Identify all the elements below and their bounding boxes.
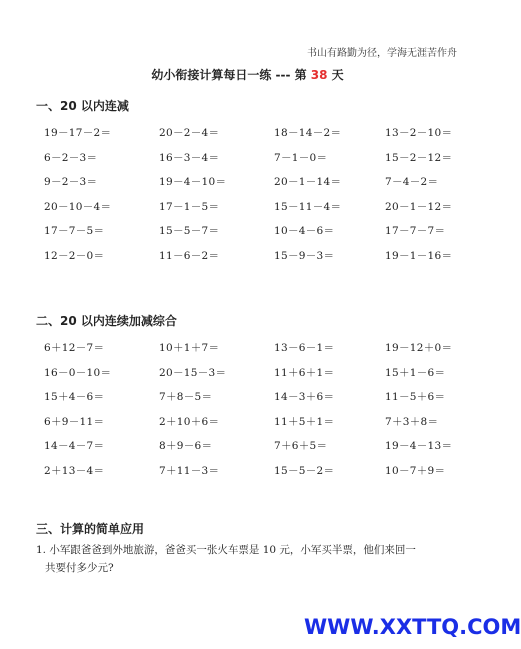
- title-prefix: 幼小衔接计算每日一练 --- 第: [151, 68, 311, 82]
- watermark-text: WWW.XXTTQ.COM: [304, 615, 521, 639]
- title-suffix: 天: [327, 68, 344, 82]
- problem-cell: 20－2－4＝: [159, 127, 220, 139]
- problem-cell: 19－12＋0＝: [385, 342, 453, 354]
- problem-cell: 17－7－7＝: [385, 225, 446, 238]
- problem-cell: 19－17－2＝: [44, 127, 112, 139]
- problem-cell: 16－3－4＝: [159, 151, 220, 164]
- problem-cell: 7－4－2＝: [385, 176, 439, 189]
- section-heading-mixed: 二、20 以内连续加减综合: [36, 314, 177, 328]
- problem-cell: 19－4－13＝: [385, 440, 453, 453]
- problem-cell: 19－1－16＝: [385, 249, 453, 262]
- problem-cell: 15－11－4＝: [274, 200, 342, 213]
- problem-cell: 18－14－2＝: [274, 127, 342, 139]
- section-heading-application: 三、计算的简单应用: [36, 522, 145, 536]
- problem-cell: 7＋6＋5＝: [274, 440, 328, 453]
- problem-cell: 15－5－2＝: [274, 464, 335, 477]
- problem-cell: 15－9－3＝: [274, 249, 335, 262]
- page-title: [0, 66, 495, 83]
- problem-cell: 14－4－7＝: [44, 440, 105, 453]
- title-day-number: 38: [310, 68, 328, 82]
- problem-cell: 15＋4－6＝: [44, 391, 105, 404]
- problem-cell: 10＋1＋7＝: [159, 342, 220, 354]
- problem-cell: 2＋10＋6＝: [159, 415, 220, 428]
- problem-cell: 12－2－0＝: [44, 249, 105, 262]
- problem-cell: 20－10－4＝: [44, 200, 112, 213]
- problem-cell: 20－1－12＝: [385, 200, 453, 213]
- problem-cell: 10－4－6＝: [274, 225, 335, 238]
- problem-cell: 7＋8－5＝: [159, 391, 213, 404]
- problem-cell: 6＋12－7＝: [44, 342, 105, 354]
- problem-cell: 17－7－5＝: [44, 225, 105, 238]
- problem-cell: 16－0－10＝: [44, 366, 112, 379]
- problem-cell: 8＋9－6＝: [159, 440, 213, 453]
- problem-cell: 10－7＋9＝: [385, 464, 446, 477]
- problem-cell: 6＋9－11＝: [44, 415, 105, 428]
- problem-cell: 9－2－3＝: [44, 176, 98, 189]
- problem-cell: 20－15－3＝: [159, 366, 227, 379]
- problem-cell: 2＋13－4＝: [44, 464, 105, 477]
- problem-cell: 7－1－0＝: [274, 151, 328, 164]
- problem-cell: 15－2－12＝: [385, 151, 453, 164]
- word-problem: [36, 541, 476, 577]
- section-heading-subtraction: 一、20 以内连减: [36, 99, 129, 113]
- problem-cell: 17－1－5＝: [159, 200, 220, 213]
- problem-cell: 13－2－10＝: [385, 127, 453, 139]
- problem-cell: 13－6－1＝: [274, 342, 335, 354]
- word-problem-line: 1. 小军跟爸爸到外地旅游，爸爸买一张火车票是 10 元，小军买半票，他们来回一: [36, 544, 416, 556]
- problem-cell: 11－6－2＝: [159, 249, 220, 262]
- problem-cell: 7＋3＋8＝: [385, 415, 439, 428]
- problem-cell: 6－2－3＝: [44, 151, 98, 164]
- problem-cell: 14－3＋6＝: [274, 391, 335, 404]
- problem-cell: 15＋1－6＝: [385, 366, 446, 379]
- motto-text: 书山有路勤为径，学海无涯苦作舟: [307, 48, 457, 59]
- subtraction-problem-grid: [44, 121, 464, 269]
- problem-cell: 11－5＋6＝: [385, 391, 446, 404]
- problem-cell: 15－5－7＝: [159, 225, 220, 238]
- problem-cell: 20－1－14＝: [274, 176, 342, 189]
- word-problem-line: 共要付多少元?: [45, 562, 114, 574]
- problem-cell: 11＋5＋1＝: [274, 415, 335, 428]
- problem-cell: 7＋11－3＝: [159, 464, 220, 477]
- problem-cell: 19－4－10＝: [159, 176, 227, 189]
- mixed-problem-grid: [44, 336, 464, 484]
- problem-cell: 11＋6＋1＝: [274, 366, 335, 379]
